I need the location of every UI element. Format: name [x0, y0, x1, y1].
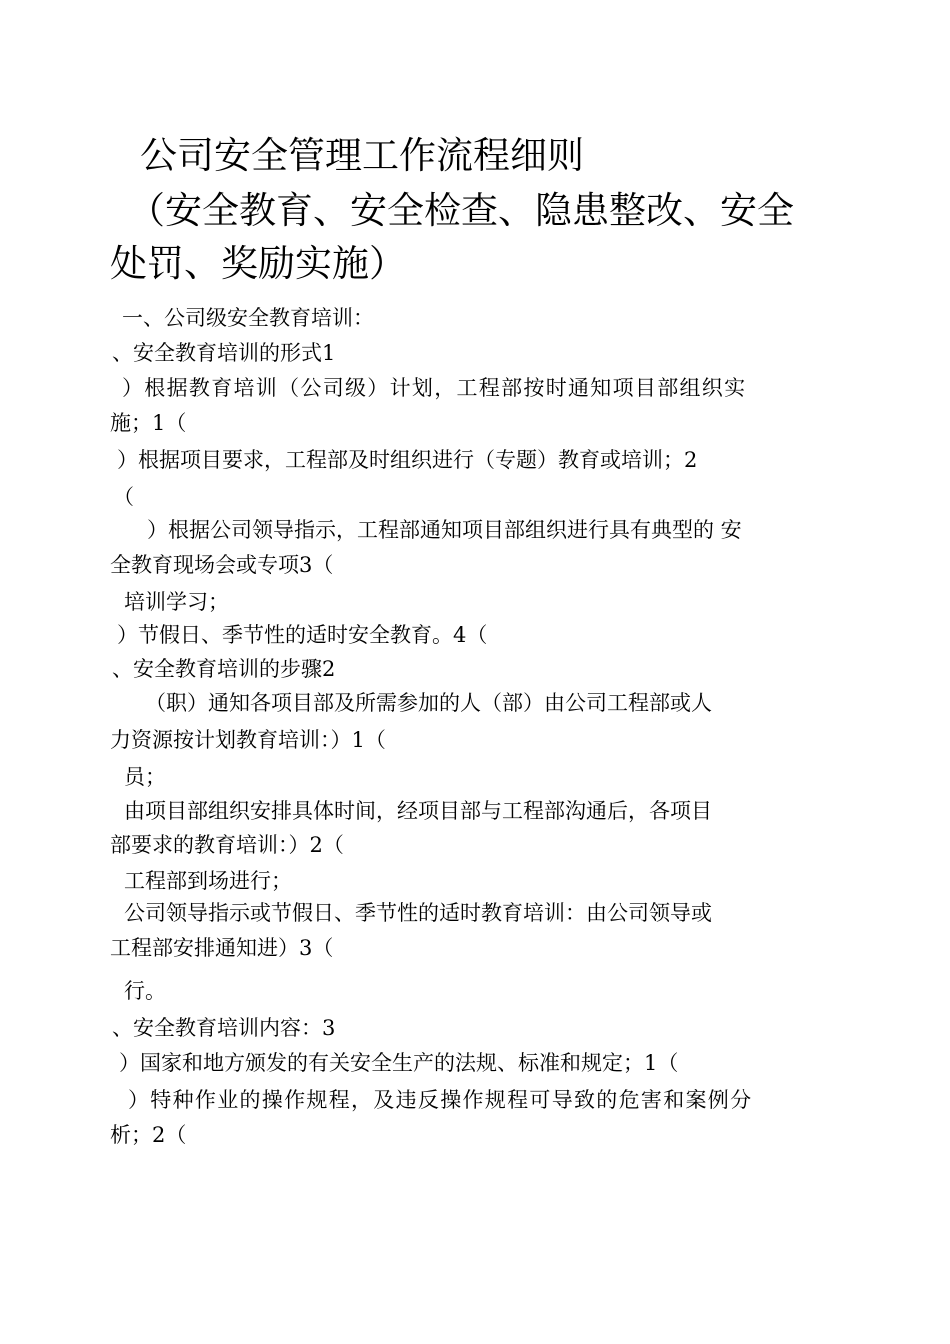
body-line-10: ）节假日、季节性的适时安全教育。4（ — [117, 623, 488, 647]
document-title-line-2: （安全教育、安全检查、隐患整改、安全 — [128, 189, 794, 232]
body-line-11: 、安全教育培训的步骤2 — [112, 657, 336, 681]
body-line-5: ）根据项目要求，工程部及时组织进行（专题）教育或培训；2 — [117, 448, 698, 472]
body-line-8: 全教育现场会或专项3（ — [110, 553, 334, 577]
body-line-2: 、安全教育培训的形式1 — [112, 341, 336, 365]
body-line-18: 公司领导指示或节假日、季节性的适时教育培训：由公司领导或 — [124, 901, 712, 925]
body-line-3: ）根据教育培训（公司级）计划，工程部按时通知项目部组织实 — [122, 376, 747, 400]
body-line-20: 行。 — [124, 979, 166, 1003]
body-line-1: 一、公司级安全教育培训： — [122, 306, 374, 330]
body-line-7: ）根据公司领导指示，工程部通知项目部组织进行具有典型的 安 — [147, 518, 742, 542]
document-title-line-1: 公司安全管理工作流程细则 — [140, 134, 584, 177]
body-line-14: 员； — [124, 765, 166, 789]
body-line-12: （职）通知各项目部及所需参加的人（部）由公司工程部或人 — [145, 691, 712, 715]
body-line-17: 工程部到场进行； — [124, 869, 292, 893]
body-line-4: 施；1（ — [110, 411, 187, 435]
body-line-23: ）特种作业的操作规程，及违反操作规程可导致的危害和案例分 — [128, 1088, 753, 1112]
body-line-13: 力资源按计划教育培训：）1（ — [110, 728, 386, 752]
body-line-6: （ — [113, 485, 134, 509]
document-title-line-3: 处罚、奖励实施） — [110, 242, 406, 285]
body-line-21: 、安全教育培训内容：3 — [112, 1016, 336, 1040]
body-line-22: ）国家和地方颁发的有关安全生产的法规、标准和规定；1（ — [119, 1051, 679, 1075]
body-line-24: 析；2（ — [110, 1123, 187, 1147]
body-line-16: 部要求的教育培训：）2（ — [110, 833, 344, 857]
body-line-19: 工程部安排通知进）3（ — [110, 936, 334, 960]
body-line-15: 由项目部组织安排具体时间，经项目部与工程部沟通后，各项目 — [124, 799, 712, 823]
body-line-9: 培训学习； — [124, 590, 229, 614]
